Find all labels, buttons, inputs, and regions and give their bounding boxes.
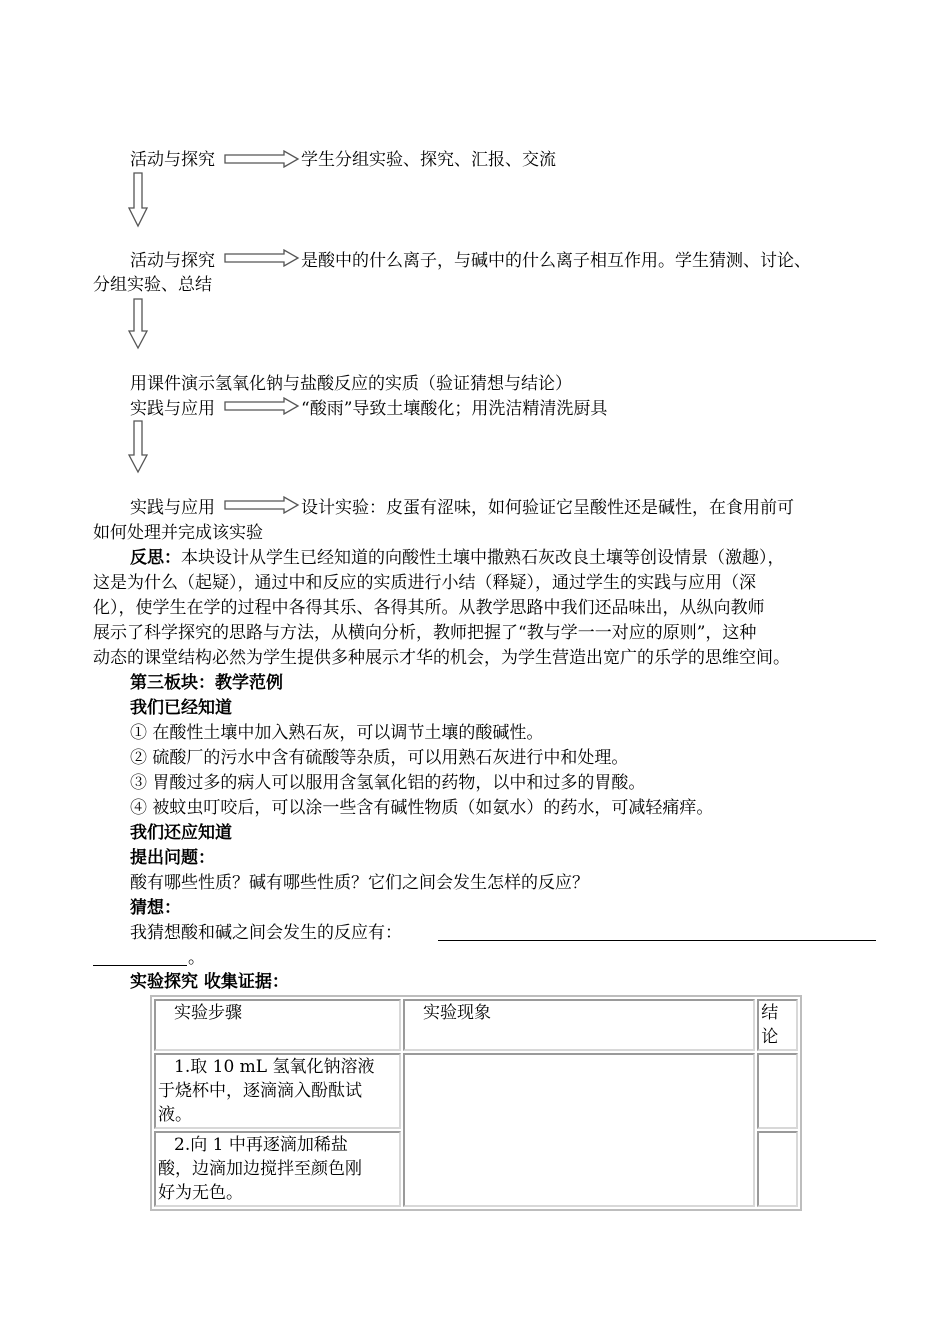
guess-blank-line[interactable] xyxy=(438,940,876,941)
down-arrow-icon xyxy=(128,172,148,228)
guess-end: 。 xyxy=(188,948,205,968)
known-item: ② 硫酸厂的污水中含有硫酸等杂质，可以用熟石灰进行中和处理。 xyxy=(130,748,629,768)
right-arrow-icon xyxy=(224,496,300,514)
flow-step4-text: “酸雨”导致土壤酸化；用洗洁精清洗厨具 xyxy=(301,399,608,419)
header-steps: 实验步骤 xyxy=(154,999,401,1051)
reflection-line-5: 动态的课堂结构必然为学生提供多种展示才华的机会，为学生营造出宽广的乐学的思维空间。 xyxy=(93,648,790,668)
step-cell: 2.向 1 中再逐滴加稀盐 酸，边滴加边搅拌至颜色刚 好为无色。 xyxy=(154,1131,401,1207)
conclusion-cell[interactable] xyxy=(757,1131,798,1207)
experiment-table xyxy=(150,995,802,1211)
question-text: 酸有哪些性质？碱有哪些性质？它们之间会发生怎样的反应？ xyxy=(130,873,589,893)
table-header-row xyxy=(154,999,798,1051)
table-row xyxy=(154,1053,798,1129)
known-item: ④ 被蚊虫叮咬后，可以涂一些含有碱性物质（如氨水）的药水，可减轻痛痒。 xyxy=(130,798,714,818)
flow-step5-text-cont: 如何处理并完成该实验 xyxy=(93,523,263,543)
reflection-line-1: 反思：本块设计从学生已经知道的向酸性土壤中撒熟石灰改良土壤等创设情景（激趣）， xyxy=(130,548,785,568)
known-item: ① 在酸性土壤中加入熟石灰，可以调节土壤的酸碱性。 xyxy=(130,723,544,743)
section-title: 第三板块：教学范例 xyxy=(130,673,283,693)
reflection-label: 反思： xyxy=(130,548,181,568)
down-arrow-icon xyxy=(128,420,148,474)
right-arrow-icon xyxy=(224,249,300,267)
flow-step1-text: 学生分组实验、探究、汇报、交流 xyxy=(301,150,556,170)
phenomenon-cell[interactable] xyxy=(403,1053,755,1207)
known-item: ③ 胃酸过多的病人可以服用含氢氧化铝的药物，以中和过多的胃酸。 xyxy=(130,773,646,793)
flow-step4-label: 实践与应用 xyxy=(130,399,215,419)
right-arrow-icon xyxy=(224,150,300,168)
should-know-heading: 我们还应知道 xyxy=(130,823,232,843)
guess-blank-line-cont[interactable] xyxy=(93,965,187,966)
header-conclusion: 结论 xyxy=(757,999,798,1051)
question-label: 提出问题： xyxy=(130,848,215,868)
known-heading: 我们已经知道 xyxy=(130,698,232,718)
reflection-line-4: 展示了科学探究的思路与方法，从横向分析，教师把握了“教与学一一对应的原则”，这种 xyxy=(93,623,757,643)
flow-step5-label: 实践与应用 xyxy=(130,498,215,518)
guess-label: 猜想： xyxy=(130,898,181,918)
header-phenomenon: 实验现象 xyxy=(403,999,755,1051)
guess-text: 我猜想酸和碱之间会发生的反应有： xyxy=(130,923,402,943)
flow-step5-text: 设计实验：皮蛋有涩味，如何验证它呈酸性还是碱性，在食用前可 xyxy=(301,498,794,518)
reflection-line-2: 这是为什么（起疑），通过中和反应的实质进行小结（释疑），通过学生的实践与应用（深 xyxy=(93,573,756,593)
flow-step3-text: 用课件演示氢氧化钠与盐酸反应的实质（验证猜想与结论） xyxy=(130,374,572,394)
flow-step2-label: 活动与探究 xyxy=(130,251,215,271)
reflection-line-3: 化），使学生在学的过程中各得其乐、各得其所。从教学思路中我们还品味出，从纵向教师 xyxy=(93,598,765,618)
right-arrow-icon xyxy=(224,397,300,415)
flow-step2-text-cont: 分组实验、总结 xyxy=(93,275,212,295)
experiment-label: 实验探究 收集证据： xyxy=(130,972,289,992)
conclusion-cell[interactable] xyxy=(757,1053,798,1129)
down-arrow-icon xyxy=(128,298,148,350)
flow-step2-text: 是酸中的什么离子，与碱中的什么离子相互作用。学生猜测、讨论、 xyxy=(301,251,811,271)
flow-step1-label: 活动与探究 xyxy=(130,150,215,170)
step-cell: 1.取 10 mL 氢氧化钠溶液 于烧杯中，逐滴滴入酚酞试 液。 xyxy=(154,1053,401,1129)
